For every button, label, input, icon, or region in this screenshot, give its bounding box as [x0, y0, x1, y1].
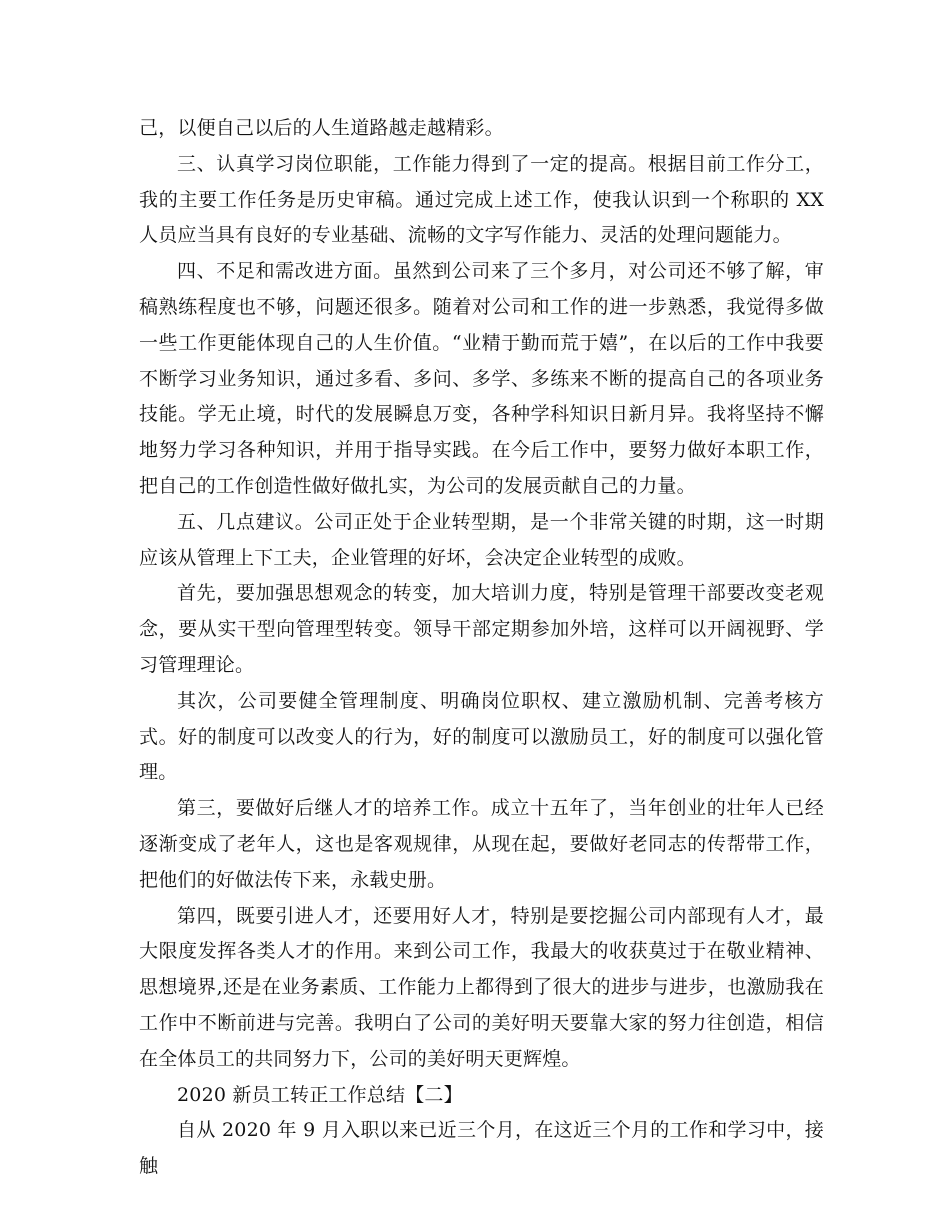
paragraph-suggestion-second: 其次，公司要健全管理制度、明确岗位职权、建立激励机制、完善考核方式。好的制度可以改变人的行为，好的制度可以激励员工，好的制度可以强化管理。	[139, 689, 824, 784]
paragraph-continuation: 己，以便自己以后的人生道路越走越精彩。	[139, 117, 504, 139]
paragraph-section-four: 四、不足和需改进方面。虽然到公司来了三个多月，对公司还不够了解，审稿熟练程度也不够，问题还很多。随着对公司和工作的进一步熟悉，我觉得多做一些工作更能体现自己的人生价值。“业精于勤而荒于嬉”，在以后的工作中我要不断学习业务知识，通过多看、多问、多学、多练来不断的提高自己的各项业务技能。学无止境，时代的发展瞬息万变，各种学科知识日新月异。我将坚持不懈地努力学习各种知识，并用于指导实践。在今后工作中，要努力做好本职工作，把自己的工作创造性做好做扎实，为公司的发展贡献自己的力量。	[139, 260, 824, 497]
paragraph-section-five: 五、几点建议。公司正处于企业转型期，是一个非常关键的时期，这一时期应该从管理上下工夫，企业管理的好坏，会决定企业转型的成败。	[139, 510, 824, 569]
paragraph-section-three: 三、认真学习岗位职能，工作能力得到了一定的提高。根据目前工作分工，我的主要工作任务是历史审稿。通过完成上述工作，使我认识到一个称职的 XX 人员应当具有良好的专业基础、流畅的文字写作能力、灵活的处理问题能力。	[139, 152, 824, 247]
paragraph-suggestion-first: 首先，要加强思想观念的转变，加大培训力度，特别是管理干部要改变老观念，要从实干型向管理型转变。领导干部定期参加外培，这样可以开阔视野、学习管理理论。	[139, 582, 824, 676]
section-heading: 2020 新员工转正工作总结【二】	[177, 1083, 463, 1106]
document-body	[139, 111, 824, 1185]
paragraph-intro-second: 自从 2020 年 9 月入职以来已近三个月，在这近三个月的工作和学习中，接触	[139, 1119, 824, 1178]
paragraph-suggestion-fourth: 第四，既要引进人才，还要用好人才，特别是要挖掘公司内部现有人才，最大限度发挥各类人才的作用。来到公司工作，我最大的收获莫过于在敬业精神、思想境界,还是在业务素质、工作能力上都得到了很大的进步与进步，也激励我在工作中不断前进与完善。我明白了公司的美好明天要靠大家的努力往创造，相信在全体员工的共同努力下，公司的美好明天更辉煌。	[139, 904, 824, 1070]
paragraph-suggestion-third: 第三，要做好后继人才的培养工作。成立十五年了，当年创业的壮年人已经逐渐变成了老年人，这也是客观规律，从现在起，要做好老同志的传帮带工作，把他们的好做法传下来，永载史册。	[139, 797, 824, 891]
